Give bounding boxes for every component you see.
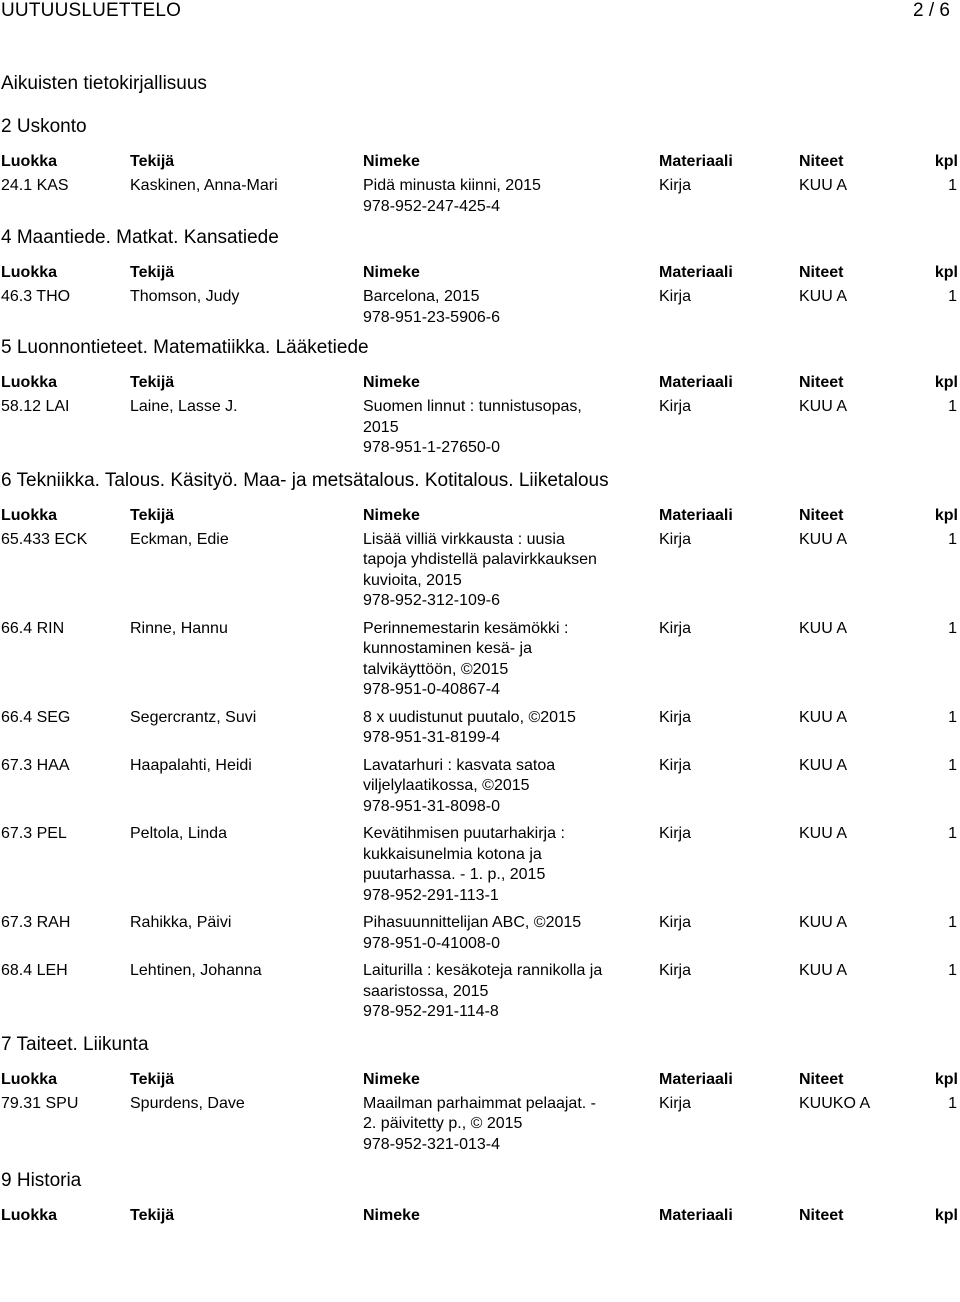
page-header	[0, 0, 960, 24]
quantity: 1	[948, 914, 957, 931]
col-header-kpl: kpl	[934, 1070, 958, 1088]
class-code: 79.31 SPU	[1, 1094, 79, 1112]
copies-location: KUU A	[799, 619, 848, 637]
title-line: 8 x uudistunut puutalo, ©2015	[363, 708, 576, 726]
copies-location: KUUKO A	[799, 1094, 871, 1112]
table-row	[0, 756, 960, 823]
class-code: 66.4 SEG	[1, 708, 71, 726]
author: Kaskinen, Anna-Mari	[130, 177, 278, 194]
catalog-section	[0, 227, 960, 333]
section-title: 9 Historia	[1, 1170, 82, 1191]
column-header-row	[0, 361, 960, 395]
section-title: 7 Taiteet. Liikunta	[1, 1033, 149, 1055]
author: Spurdens, Dave	[130, 1094, 245, 1112]
col-header-nimeke: Nimeke	[363, 264, 420, 281]
author: Laine, Lasse J.	[130, 398, 238, 415]
material: Kirja	[659, 914, 692, 931]
table-row	[0, 961, 960, 1028]
author: Rinne, Hannu	[130, 619, 228, 637]
catalog-section	[0, 1170, 960, 1228]
section-title: 2 Uskonto	[1, 116, 87, 137]
title-line: Pihasuunnittelijan ABC, ©2015	[363, 914, 582, 931]
class-code: 58.12 LAI	[1, 398, 70, 415]
col-header-kpl: kpl	[934, 264, 958, 281]
quantity: 1	[948, 1094, 957, 1112]
class-code: 24.1 KAS	[1, 177, 69, 194]
title-line: Perinnemestarin kesämökki :	[363, 619, 569, 637]
section-title: 5 Luonnontieteet. Matematiikka. Lääketiede	[1, 337, 369, 358]
col-header-luokka: Luokka	[1, 153, 58, 170]
copies-location: KUU A	[799, 398, 848, 415]
title-line: 978-951-1-27650-0	[363, 439, 500, 456]
column-header-row	[0, 1194, 960, 1228]
title-line: viljelylaatikossa, ©2015	[363, 777, 530, 794]
quantity: 1	[948, 398, 957, 415]
col-header-nimeke: Nimeke	[363, 1070, 420, 1088]
title-block	[363, 913, 641, 954]
col-header-nimeke: Nimeke	[363, 153, 420, 170]
material: Kirja	[659, 962, 692, 979]
quantity: 1	[948, 288, 957, 305]
author: Rahikka, Päivi	[130, 914, 232, 931]
table-row	[0, 287, 960, 333]
title-line: Kevätihmisen puutarhakirja :	[363, 825, 565, 842]
table-row	[0, 530, 960, 617]
title-block	[363, 397, 641, 459]
title-line: 978-952-291-113-1	[363, 886, 499, 904]
title-block	[363, 824, 641, 906]
title-line: kuvioita, 2015	[363, 571, 462, 589]
quantity: 1	[948, 756, 957, 774]
table-row	[0, 708, 960, 754]
copies-location: KUU A	[799, 825, 848, 842]
title-line: 978-952-291-114-8	[363, 1003, 499, 1020]
author: Lehtinen, Johanna	[130, 962, 262, 979]
catalog-section	[0, 337, 960, 464]
material: Kirja	[659, 530, 692, 548]
col-header-kpl: kpl	[934, 374, 958, 391]
col-header-niteet: Niteet	[799, 153, 844, 170]
title-line: 2015	[363, 418, 399, 436]
class-code: 65.433 ECK	[1, 530, 88, 548]
material: Kirja	[659, 756, 692, 774]
title-line: 978-951-31-8098-0	[363, 797, 500, 815]
catalog-section	[0, 1034, 960, 1161]
title-line: Lisää villiä virkkausta : uusia	[363, 530, 565, 548]
author: Peltola, Linda	[130, 825, 227, 842]
col-header-tekija: Tekijä	[130, 506, 175, 524]
copies-location: KUU A	[799, 177, 848, 194]
quantity: 1	[948, 708, 957, 726]
col-header-nimeke: Nimeke	[363, 506, 420, 524]
author: Eckman, Edie	[130, 530, 229, 548]
title-line: Pidä minusta kiinni, 2015	[363, 177, 541, 194]
table-row	[0, 176, 960, 222]
column-header-row	[0, 494, 960, 528]
copies-location: KUU A	[799, 288, 848, 305]
col-header-materiaali: Materiaali	[659, 374, 733, 391]
catalog-sections	[0, 116, 960, 1228]
class-code: 67.3 RAH	[1, 914, 71, 931]
col-header-niteet: Niteet	[799, 1207, 844, 1224]
col-header-niteet: Niteet	[799, 264, 844, 281]
quantity: 1	[948, 619, 957, 637]
col-header-luokka: Luokka	[1, 506, 58, 524]
column-header-row	[0, 1058, 960, 1092]
table-row	[0, 619, 960, 706]
col-header-tekija: Tekijä	[130, 264, 175, 281]
col-header-tekija: Tekijä	[130, 1207, 175, 1224]
page-title: UUTUUSLUETTELO	[1, 0, 182, 21]
col-header-luokka: Luokka	[1, 1207, 58, 1224]
col-header-tekija: Tekijä	[130, 153, 175, 170]
title-line: saaristossa, 2015	[363, 982, 489, 1000]
col-header-materiaali: Materiaali	[659, 264, 733, 281]
title-block	[363, 1094, 641, 1156]
class-code: 66.4 RIN	[1, 619, 65, 637]
title-line: 978-951-23-5906-6	[363, 308, 500, 326]
title-line: kunnostaminen kesä- ja	[363, 640, 532, 657]
title-line: 978-951-31-8199-4	[363, 729, 500, 746]
material: Kirja	[659, 825, 692, 842]
author: Thomson, Judy	[130, 288, 240, 305]
col-header-kpl: kpl	[934, 1207, 958, 1224]
table-row	[0, 397, 960, 464]
title-block	[363, 619, 641, 701]
material: Kirja	[659, 398, 692, 415]
title-line: tapoja yhdistellä palavirkkauksen	[363, 551, 597, 568]
col-header-niteet: Niteet	[799, 1070, 844, 1088]
copies-location: KUU A	[799, 530, 848, 548]
title-line: 978-951-0-40867-4	[363, 681, 500, 698]
title-line: 978-952-247-425-4	[363, 197, 500, 215]
col-header-materiaali: Materiaali	[659, 1207, 733, 1224]
col-header-nimeke: Nimeke	[363, 1207, 420, 1224]
copies-location: KUU A	[799, 962, 848, 979]
col-header-materiaali: Materiaali	[659, 506, 733, 524]
title-line: Lavatarhuri : kasvata satoa	[363, 756, 556, 774]
material: Kirja	[659, 1094, 692, 1112]
col-header-kpl: kpl	[934, 506, 958, 524]
page-number: 2 / 6	[913, 0, 950, 21]
author: Segercrantz, Suvi	[130, 708, 257, 726]
title-line: 978-951-0-41008-0	[363, 934, 500, 952]
col-header-niteet: Niteet	[799, 506, 844, 524]
quantity: 1	[948, 530, 957, 548]
section-title: 6 Tekniikka. Talous. Käsityö. Maa- ja metsätalous. Kotitalous. Liiketalous	[1, 469, 609, 491]
title-line: puutarhassa. - 1. p., 2015	[363, 866, 546, 883]
col-header-luokka: Luokka	[1, 1070, 58, 1088]
title-line: Barcelona, 2015	[363, 288, 480, 305]
section-title: 4 Maantiede. Matkat. Kansatiede	[1, 227, 279, 248]
col-header-tekija: Tekijä	[130, 374, 175, 391]
title-line: Maailman parhaimmat pelaajat. -	[363, 1094, 596, 1112]
col-header-tekija: Tekijä	[130, 1070, 175, 1088]
catalog-section	[0, 470, 960, 1028]
class-code: 68.4 LEH	[1, 962, 68, 979]
title-line: kukkaisunelmia kotona ja	[363, 845, 542, 863]
catalog-section	[0, 116, 960, 222]
title-line: 978-952-312-109-6	[363, 592, 500, 609]
class-code: 46.3 THO	[1, 288, 71, 305]
material: Kirja	[659, 177, 692, 194]
quantity: 1	[948, 962, 957, 979]
copies-location: KUU A	[799, 708, 848, 726]
author: Haapalahti, Heidi	[130, 756, 252, 774]
table-row	[0, 824, 960, 911]
material: Kirja	[659, 708, 692, 726]
col-header-materiaali: Materiaali	[659, 1070, 733, 1088]
title-block	[363, 756, 641, 818]
col-header-luokka: Luokka	[1, 374, 58, 391]
table-row	[0, 1094, 960, 1161]
quantity: 1	[948, 177, 957, 194]
title-block	[363, 176, 641, 217]
col-header-nimeke: Nimeke	[363, 374, 420, 391]
col-header-luokka: Luokka	[1, 264, 58, 281]
copies-location: KUU A	[799, 756, 848, 774]
col-header-materiaali: Materiaali	[659, 153, 733, 170]
col-header-niteet: Niteet	[799, 374, 844, 391]
title-line: Laiturilla : kesäkoteja rannikolla ja	[363, 962, 603, 979]
table-row	[0, 913, 960, 959]
title-line: 2. päivitetty p., © 2015	[363, 1115, 523, 1132]
title-block	[363, 961, 641, 1023]
class-code: 67.3 PEL	[1, 825, 67, 842]
copies-location: KUU A	[799, 914, 848, 931]
column-header-row	[0, 140, 960, 174]
title-line: Suomen linnut : tunnistusopas,	[363, 398, 582, 415]
title-line: 978-952-321-013-4	[363, 1135, 500, 1153]
class-code: 67.3 HAA	[1, 756, 70, 774]
col-header-kpl: kpl	[934, 153, 958, 170]
title-block	[363, 287, 641, 328]
quantity: 1	[948, 825, 957, 842]
title-block	[363, 530, 641, 612]
title-block	[363, 708, 641, 749]
material: Kirja	[659, 288, 692, 305]
column-header-row	[0, 251, 960, 285]
catalog-subtitle: Aikuisten tietokirjallisuus	[1, 73, 207, 94]
title-line: talvikäyttöön, ©2015	[363, 660, 509, 678]
material: Kirja	[659, 619, 692, 637]
